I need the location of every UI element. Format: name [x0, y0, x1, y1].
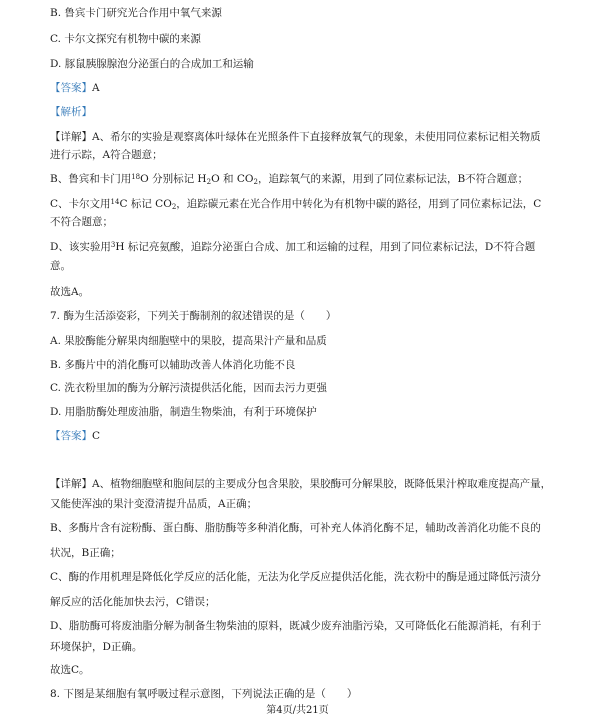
detail-text: A、植物细胞壁和胞间层的主要成分包含果胶，果胶酶可分解果胶，既降低果汁榨取难度提高产量， [92, 478, 552, 490]
text-run: C、卡尔文用 [50, 198, 111, 210]
answer-value: C [92, 430, 101, 442]
text-run: C 标记 CO [119, 198, 172, 210]
q6-option-b: B. 鲁宾卡门研究光合作用中氧气来源 [50, 7, 222, 19]
q6-detail-line: 不符合题意； [50, 216, 113, 228]
q7-detail-line: 解反应的活化能加快去污，C错误； [50, 596, 216, 608]
page-number: 第4页/共21页 [266, 705, 329, 716]
subscript: 2 [171, 203, 177, 211]
detail-text: A、希尔的实验是观察离体叶绿体在光照条件下直接释放氧气的现象，未使用同位素标记相关物质 [92, 131, 541, 143]
q7-detail-line [50, 477, 550, 491]
q7-option-b: B. 多酶片中的消化酶可以辅助改善人体消化功能不良 [50, 359, 296, 371]
text-run: D、该实验用 [50, 241, 111, 253]
superscript: 14 [110, 198, 120, 206]
q6-detail-line-d [50, 240, 550, 254]
q7-detail-line: C、酶的作用机理是降低化学反应的活化能，无法为化学反应提供活化能，洗衣粉中的酶是通过降低污渍分 [50, 571, 542, 583]
text-run: O 分别标记 H [140, 173, 207, 185]
q7-detail-line: B、多酶片含有淀粉酶、蛋白酶、脂肪酶等多种消化酶，可补充人体消化酶不足，辅助改善消化功能不良的 [50, 522, 541, 534]
detail-tag: 【详解】 [50, 478, 92, 490]
q6-option-c: C. 卡尔文探究有机物中碳的来源 [50, 33, 201, 45]
q7-option-d: D. 用脂肪酶处理废油脂，制造生物柴油，有利于环境保护 [50, 406, 317, 418]
answer-tag: 【答案】 [50, 82, 92, 94]
text-run: B、鲁宾和卡门用 [50, 173, 132, 185]
text-run: ，追踪碳元素在光合作用中转化为有机物中碳的路径，用到了同位素标记法，C [176, 198, 542, 210]
q8-stem: 8. 下图是某细胞有氧呼吸过程示意图，下列说法正确的是（ ） [50, 688, 358, 700]
superscript: 3 [110, 241, 116, 249]
superscript: 18 [131, 173, 141, 181]
q7-detail-line: 环境保护，D正确。 [50, 641, 143, 653]
answer-value: A [92, 82, 100, 94]
q7-stem: 7. 酶为生活添姿彩，下列关于酶制剂的叙述错误的是（ ） [50, 310, 337, 322]
q7-detail-line: 状况，B正确； [50, 547, 121, 559]
analysis-tag: 【解析】 [50, 106, 92, 118]
q6-detail-line [50, 130, 550, 144]
q7-detail-line: 又能使浑浊的果汁变澄清提升品质，A正确； [50, 498, 258, 510]
q6-detail-line-c [50, 197, 550, 211]
text-run: O 和 CO [211, 173, 254, 185]
q6-option-d: D. 豚鼠胰腺腺泡分泌蛋白的合成加工和运输 [50, 58, 254, 70]
q7-option-c: C. 洗衣粉里加的酶为分解污渍提供活化能，因而去污力更强 [50, 382, 327, 394]
answer-tag: 【答案】 [50, 430, 92, 442]
q6-detail-line-b [50, 172, 550, 186]
q6-conclusion: 故选A。 [50, 286, 90, 298]
text-run: H 标记亮氨酸，追踪分泌蛋白合成、加工和运输的过程，用到了同位素标记法，D不符合题 [115, 241, 536, 253]
detail-tag: 【详解】 [50, 131, 92, 143]
q7-conclusion: 故选C。 [50, 664, 90, 676]
q7-answer [50, 429, 550, 443]
subscript: 2 [206, 178, 212, 186]
q7-option-a: A. 果胶酶能分解果肉细胞壁中的果胶，提高果汁产量和品质 [50, 335, 327, 347]
q6-analysis-tag [50, 105, 550, 119]
text-run: ，追踪氧气的来源，用到了同位素标记法，B不符合题意； [257, 173, 529, 185]
q6-detail-line: 进行示踪，A符合题意； [50, 149, 163, 161]
q6-detail-line: 意。 [50, 260, 71, 272]
subscript: 2 [253, 178, 258, 186]
q7-detail-line: D、脂肪酶可将废油脂分解为制备生物柴油的原料，既减少废弃油脂污染，又可降低化石能源消耗，有利于 [50, 620, 542, 632]
q6-answer [50, 81, 550, 95]
